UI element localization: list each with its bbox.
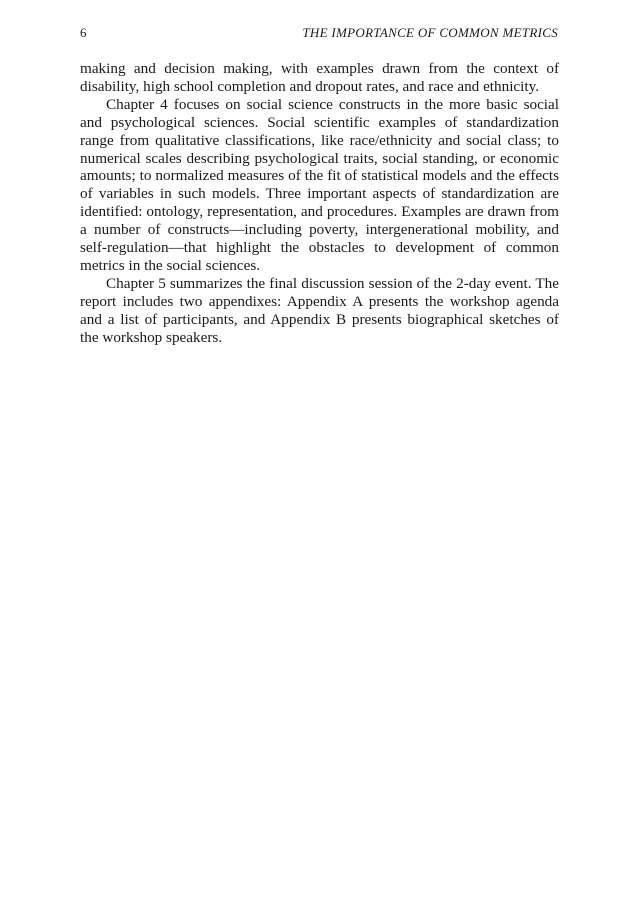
paragraph-chapter-5: Chapter 5 summarizes the final discussion session of the 2-day event. The report includes two appendixes: Appendix A presents the workshop agenda and a list of participants, and Appendix B presents biographical sketches of the workshop speakers.: [80, 274, 559, 346]
page-number: 6: [80, 25, 87, 40]
paragraph-chapter-4: Chapter 4 focuses on social science constructs in the more basic social and psychological sciences. Social scientific examples of standardization range from qualitative classifications, like race/ethnicity and social class; to numerical scales describing psychological traits, social standing, or economic amounts; to normalized measures of the fit of statistical models and the effects of variables in such models. Three important aspects of standardization are identified: ontology, representation, and procedures. Examples are drawn from a number of constructs—including poverty, intergenerational mobility, and self-regulation—that highlight the obstacles to development of common metrics in the social sciences.: [80, 95, 559, 274]
body-text: [80, 60, 559, 347]
paragraph-continuation: making and decision making, with examples drawn from the context of disability, high school completion and dropout rates, and race and ethnicity.: [80, 60, 559, 95]
running-title: THE IMPORTANCE OF COMMON METRICS: [302, 25, 558, 40]
running-header: [80, 24, 558, 42]
